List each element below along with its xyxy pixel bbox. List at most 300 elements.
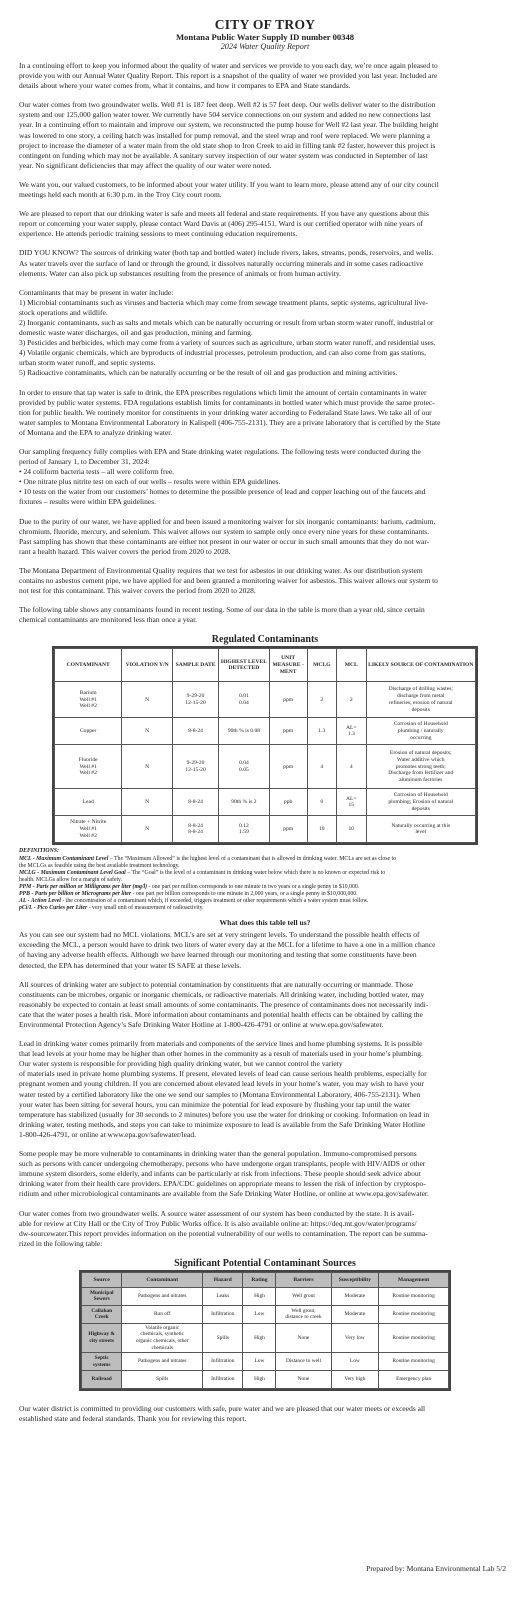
- text-line: The following table shows any contaminants found in recent testing. Some of our data in the table is more than a year old, since certain: [19, 605, 425, 615]
- hazard-cell: Leaks: [203, 1287, 243, 1305]
- unit-cell: ppm: [269, 745, 307, 789]
- text-line: fixtures – results were within EPA guidelines.: [19, 497, 156, 507]
- text-line: urban storm water runoff, and septic systems.: [19, 358, 156, 368]
- text-line: tion for public health. We routinely monitor for constituents in your drinking water according to Federaland State laws. We take all of our: [19, 407, 432, 417]
- text-line: drinking water from their health care providers. EPA/CDC guidelines on appropriate means to lessen the risk of infection by cryptospo-: [19, 1179, 426, 1189]
- mcl-cell-line: AL=: [345, 795, 357, 802]
- definition-term: MCLG - Maximum Contaminant Level Goal: [19, 869, 126, 876]
- sample-date-cell: [172, 682, 218, 718]
- text-line: • 24 coliform bacteria tests – all were coliform free.: [19, 467, 175, 477]
- definition-item: [19, 856, 511, 870]
- regulated-column-header: LIKELY SOURCE OF CONTAMINATION: [366, 649, 476, 682]
- level-cell-line: 0.05: [239, 766, 249, 773]
- text-line: reasonably be expected to contain at least small amounts of some contaminants. The presence of contaminants does not necessarily indi-: [19, 999, 429, 1009]
- rating-cell: High: [243, 1371, 276, 1389]
- source-cell-line: systems: [92, 1361, 111, 1368]
- barriers-cell: [276, 1353, 331, 1371]
- definition-term: PPM - Parts per million or Milligrams per liter (mg/l): [19, 883, 148, 890]
- contaminant-cell-line: Well #1: [79, 696, 97, 703]
- text-line: project to increase the diameter of a water main from the old state shop to Iron Creek to aid in filling tank #2 faster, however this project is: [19, 140, 436, 150]
- text-line: Past sampling has shown that these contaminants are either not present in our water or occur in such small amounts that they do not war-: [19, 536, 430, 546]
- sample-date-cell-line: 8-8-24: [188, 829, 203, 836]
- text-line: 2) Inorganic contaminants, such as salts and metals which can be naturally occurring or result from urban storm water runoff, industrial or: [19, 317, 434, 327]
- rating-cell: Low: [243, 1353, 276, 1371]
- management-cell: Routine monitoring: [379, 1287, 449, 1305]
- mcl-cell: [337, 745, 366, 789]
- text-line: dw-sourcewater.This report provides information on the potential vulnerability of our wells to contamination. The report can be summa-: [19, 1228, 428, 1238]
- management-cell: Emergency plan: [379, 1371, 449, 1389]
- text-line: chromium, fluoride, mercury, and selenium. This waiver allows our system to sample only once every nine years for these contaminants.: [19, 526, 430, 536]
- mclg-cell: 2: [307, 682, 336, 718]
- definition-text: - one part per million corresponds to one minute in two years or a single penny in $10,000.: [147, 883, 360, 890]
- text-line: Due to the purity of our water, we have applied for and been issued a monitoring waiver for six inorganic contaminants: barium, cadmium,: [19, 516, 436, 526]
- source-cell: [366, 682, 476, 718]
- mclg-cell: 4: [307, 745, 336, 789]
- mcl-cell-line: 4: [349, 763, 353, 770]
- contaminant-cell-line: Pathogens and nitrates: [137, 1358, 187, 1365]
- text-line: Our water comes from two groundwater wells. A source water assessment of our system has been conducted by the state. It is avail-: [19, 1208, 415, 1218]
- significant-table-title: Significant Potential Contaminant Sources: [174, 1257, 356, 1269]
- regulated-column-header: MCL: [337, 649, 366, 682]
- contaminant-cell-line: Volatile organic: [145, 1324, 180, 1331]
- source-cell: [366, 745, 476, 789]
- barriers-cell-line: distance to creek: [285, 1314, 322, 1321]
- paragraph: [19, 1149, 511, 1199]
- source-cell: [366, 789, 476, 816]
- significant-header-row: [82, 1272, 449, 1287]
- text-line: Some people may be more vulnerable to contaminants in drinking water than the general population. Immuno-compromised persons: [19, 1149, 417, 1159]
- paragraph: [19, 209, 511, 239]
- source-cell-line: Naturally occurring at this: [391, 822, 451, 829]
- definition-text: health. MCLGs allow for a margin of safety.: [19, 876, 123, 883]
- closing-paragraph: [19, 1404, 511, 1424]
- management-cell: Routine monitoring: [379, 1323, 449, 1352]
- report-year: 2024 Water Quality Report: [220, 42, 310, 51]
- barriers-cell-line: Well grout: [292, 1293, 315, 1300]
- paragraph: [19, 447, 511, 508]
- source-cell-line: aluminum factories: [399, 777, 443, 784]
- significant-column-header: Management: [379, 1272, 449, 1287]
- table-row: [82, 1353, 449, 1371]
- sample-date-cell: [172, 745, 218, 789]
- level-cell-line: 90th % is 2: [231, 799, 257, 805]
- text-line: system and our 125,000 gallon water tower. We currently have 504 service connections on our system and added no new connections last: [19, 110, 431, 120]
- contaminant-cell-line: Barium: [79, 689, 97, 696]
- hazard-cell: Infiltration: [203, 1353, 243, 1371]
- source-cell-line: deposits: [411, 805, 430, 812]
- text-line: In order to ensure that tap water is safe to drink, the EPA prescribes regulations which limit the amount of certain contaminants in water: [19, 387, 427, 397]
- text-line: • One nitrate plus nitrite test on each of our wells – results were within EPA guidelines.: [19, 477, 281, 487]
- level-cell-line: 90th % is 0.08: [227, 728, 261, 734]
- rating-cell: High: [243, 1287, 276, 1305]
- definition-item: [19, 884, 511, 891]
- source-cell: [366, 816, 476, 843]
- susceptibility-cell: Very low: [331, 1323, 379, 1352]
- regulated-column-header: SAMPLE DATE: [172, 649, 218, 682]
- text-line: experience. He attends periodic training sessions to meet continuing education requirements.: [19, 229, 298, 239]
- text-line: contingent on funding which may not be available. A sanitary survey inspection of our water system was conducted in September of last: [19, 150, 428, 160]
- mclg-cell: 1.3: [307, 718, 336, 745]
- text-line: drinking water, testing methods, and steps you can take to minimize exposure to lead is available from the Safe Drinking Water Hotline: [19, 1119, 426, 1129]
- barriers-cell: [276, 1323, 331, 1352]
- contaminant-cell: [55, 718, 122, 745]
- city-title: CITY OF TROY: [214, 17, 316, 32]
- definition-term: PPB - Parts per billion or Micrograms per liter: [19, 890, 132, 897]
- source-cell-line: promotes strong teeth;: [395, 763, 446, 770]
- contaminant-cell-line: Run off: [153, 1311, 171, 1318]
- text-line: We want you, our valued customers, to be informed about your water utility. If you want to learn more, please attend any of our city council: [19, 179, 439, 189]
- unit-cell: ppm: [269, 718, 307, 745]
- text-line: was lowered to one story, a ceiling hatch was installed for pump removal, and the steel wrap and roof were replaced. We were planning a: [19, 130, 430, 140]
- text-line: of materials used in private home plumbing systems. If present, elevated levels of lead can cause serious health problems, especially for: [19, 1069, 427, 1079]
- definition-term: pCi/L - Pico Curies per Liter: [19, 905, 88, 912]
- definition-item: [19, 891, 511, 898]
- regulated-column-header: MCLG: [307, 649, 336, 682]
- paragraph: [19, 388, 511, 438]
- significant-column-header: Source: [82, 1272, 122, 1287]
- contaminant-cell-line: Well #2: [79, 832, 97, 839]
- mcl-cell-line: AL=: [345, 724, 357, 731]
- text-line: 3) Pesticides and herbicides, which may come from a variety of sources such as agriculture, urban storm water runoff, and residential uses.: [19, 338, 436, 348]
- table-row: [55, 816, 476, 843]
- sample-date-cell: [172, 816, 218, 843]
- contaminant-cell-line: Copper: [79, 728, 97, 734]
- text-line: As you can see our system had no MCL violations. MCL’s are set at very stringent levels. To understand the possible health effects of: [19, 930, 420, 940]
- body-paragraphs: [19, 930, 511, 1249]
- prepared-by: Prepared by: Montana Environmental Lab 5/2: [366, 1564, 506, 1573]
- contaminant-cell: [122, 1323, 203, 1352]
- mcl-cell-line: 2: [349, 696, 353, 703]
- contaminant-cell-line: Lead: [82, 799, 94, 805]
- significant-column-header: Susceptibility: [331, 1272, 379, 1287]
- text-line: Our water system is responsible for providing high quality drinking water, but we cannot control the variety: [19, 1059, 343, 1069]
- level-cell-line: 1.59: [239, 829, 249, 836]
- text-line: report or concerning your water supply, please contact Ward Davis at (406) 295-4151. Ward is our certified operator with nine years of: [19, 219, 423, 229]
- table-row: [82, 1305, 449, 1323]
- contaminant-cell-line: Well #1: [79, 826, 97, 832]
- mcl-cell-line: 15: [348, 802, 355, 809]
- table-row: [55, 789, 476, 816]
- violation-cell: N: [122, 745, 173, 789]
- text-line: provided by public water systems. FDA regulations establish limits for contaminants in bottled water which must provide the same protec-: [19, 397, 435, 407]
- hazard-cell: Spills: [203, 1323, 243, 1352]
- paragraph: [19, 517, 511, 557]
- level-cell: [219, 789, 270, 816]
- contaminant-cell-line: Pathogens and nitrates: [137, 1293, 187, 1300]
- source-cell-line: Creek: [94, 1314, 109, 1321]
- barriers-cell: [276, 1371, 331, 1389]
- sample-date-cell-line: 12-15-20: [185, 699, 206, 706]
- text-line: • 10 tests on the water from our customers’ homes to determine the possible presence of lead and copper leaching out of the faucets and: [19, 487, 426, 497]
- management-cell: Routine monitoring: [379, 1305, 449, 1323]
- paragraph: [19, 930, 511, 970]
- text-line: domestic waste water discharges, oil and gas production, mining and farming.: [19, 328, 253, 338]
- source-cell-line: occurring: [410, 734, 432, 741]
- hazard-cell: Infiltration: [203, 1371, 243, 1389]
- text-line: stock operations and wildlife.: [19, 307, 108, 317]
- text-line: of Montana and the EPA to analyze drinking water.: [19, 427, 173, 437]
- contaminant-cell: [122, 1305, 203, 1323]
- level-cell: [219, 718, 270, 745]
- definition-text: - the concentration of a contaminant which, if exceeded, triggers treatment or other requirements which a water system must follow.: [60, 898, 369, 905]
- unit-cell: ppm: [269, 682, 307, 718]
- sample-date-cell-line: 12-15-20: [185, 766, 206, 773]
- paragraph: [19, 248, 511, 278]
- source-cell-line: Discharge of drilling wastes;: [388, 686, 453, 693]
- text-line: such as persons with cancer undergoing chemotherapy, persons who have undergone organ transplants, people with HIV/AIDS or other: [19, 1159, 426, 1169]
- text-line: meetings held each month at 6:30 p.m. in the Troy City court room.: [19, 190, 222, 200]
- definition-text: – The “Goal” is the level of a contaminant in drinking water below which there is no known or expected risk to: [125, 869, 386, 876]
- mcl-cell-line: 10: [348, 826, 355, 832]
- regulated-contaminants-table: [52, 646, 478, 845]
- source-cell-line: plumbing; Erosion of natural: [388, 799, 454, 805]
- source-cell: [82, 1371, 122, 1389]
- text-line: DID YOU KNOW? The sources of drinking water (both tap and bottled water) include rivers, lakes, streams, ponds, reservoirs, and wells.: [19, 248, 434, 258]
- sample-date-cell-line: 8-8-24: [188, 822, 203, 829]
- text-line: 1-800-426-4791, or online at www.epa.gov/safewater/lead.: [19, 1129, 196, 1139]
- contaminant-cell-line: Well #2: [79, 770, 97, 777]
- definition-text: – The “Maximum Allowed” is the highest level of a contaminant that is allowed in drinking water. MCLs are set as close to: [108, 855, 397, 862]
- text-line: In a continuing effort to keep you informed about the quality of water and services we provide to you each day, we’re once again pleased to: [19, 61, 438, 70]
- contaminant-cell: [122, 1353, 203, 1371]
- significant-column-header: Barriers: [276, 1272, 331, 1287]
- contaminant-cell: [55, 816, 122, 843]
- mcl-cell: [337, 718, 366, 745]
- intro-paragraphs: [19, 61, 511, 625]
- text-line: We are pleased to report that our drinking water is safe and meets all federal and state requirements. If you have any questions about this: [19, 209, 429, 219]
- table-row: [55, 745, 476, 789]
- text-line: contains no asbestos cement pipe, we have applied for and been granted a monitoring waiver for asbestos. This waiver allows our system to: [19, 576, 438, 586]
- significant-column-header: Contaminant: [122, 1272, 203, 1287]
- text-line: Contaminants that may be present in water include:: [19, 287, 174, 297]
- source-cell-line: Callahan: [91, 1307, 113, 1314]
- contaminant-cell-line: Spills: [156, 1376, 169, 1383]
- table-row: [82, 1371, 449, 1389]
- mcl-cell: [337, 789, 366, 816]
- paragraph: [19, 1039, 511, 1140]
- source-cell: [82, 1353, 122, 1371]
- definition-item: [19, 870, 511, 884]
- text-line: exceeding the MCL, a person would have to drink two liters of water every day at the MCL for a lifetime to have a one in a million chance: [19, 940, 436, 950]
- text-line: ridium and other microbiological contaminants are available from the Safe Drinking Water Hotline, or online at www.epa.gov/safewater.: [19, 1189, 429, 1199]
- sample-date-cell-line: 8-8-24: [188, 799, 203, 805]
- management-cell: Routine monitoring: [379, 1353, 449, 1371]
- source-cell-line: Municipal: [89, 1289, 114, 1296]
- definitions-heading: DEFINITIONS:: [19, 848, 59, 855]
- significant-sources-table: [79, 1270, 451, 1391]
- source-cell-line: Erosion of natural deposits;: [389, 749, 452, 756]
- definition-term: AL - Action Level: [19, 898, 61, 905]
- text-line: able for review at City Hall or the City of Troy Public Works office. It is also available online at: https://deq.mt.gov/water/programs/: [19, 1218, 417, 1228]
- mclg-cell: 0: [307, 789, 336, 816]
- text-line: rized in the following table:: [19, 1238, 103, 1248]
- unit-cell: ppb: [269, 789, 307, 816]
- text-line: immune system disorders, some elderly, and infants can be particularly at risk from infections. These people should seek advice about: [19, 1169, 421, 1179]
- paragraph: [19, 100, 511, 171]
- mcl-cell-line: 1.3: [347, 731, 355, 738]
- sample-date-cell: [172, 789, 218, 816]
- source-cell-line: Septic: [94, 1355, 109, 1362]
- table-row: [55, 682, 476, 718]
- paragraph: [19, 288, 511, 379]
- contaminant-cell-line: chemicals: [151, 1344, 173, 1351]
- text-line: Our water comes from two groundwater wells. Well #1 is 187 feet deep. Well #2 is 57 feet deep. Our wells deliver water to the distribution: [19, 100, 436, 110]
- text-line: Our sampling frequency fully complies with EPA and State drinking water regulations. The following tests were conducted during the: [19, 447, 421, 456]
- contaminant-cell-line: chemicals, synthetic: [140, 1331, 185, 1338]
- barriers-cell-line: Distance to well: [285, 1358, 321, 1365]
- source-cell-line: Corrosion of Household: [393, 792, 448, 799]
- barriers-cell-line: None: [297, 1376, 310, 1383]
- contaminant-cell: [122, 1287, 203, 1305]
- text-line: cate that the water poses a health risk. More information about contaminants and potential health effects can be obtained by calling the: [19, 1009, 423, 1019]
- level-cell-line: 0.12: [239, 822, 249, 829]
- table-explanation-heading: What does this table tell us?: [219, 918, 311, 928]
- significant-column-header: Hazard: [203, 1272, 243, 1287]
- rating-cell: High: [243, 1323, 276, 1352]
- text-line: period of January 1, to December 31, 2024:: [19, 457, 150, 467]
- mcl-cell: [337, 682, 366, 718]
- barriers-cell: [276, 1287, 331, 1305]
- level-cell: [219, 745, 270, 789]
- regulated-table-title: Regulated Contaminants: [211, 634, 319, 646]
- sample-date-cell-line: 9-29-20: [186, 760, 205, 767]
- unit-cell: ppm: [269, 816, 307, 843]
- table-row: [55, 718, 476, 745]
- contaminant-cell-line: Nitrate + Nitrite: [70, 819, 107, 826]
- sample-date-cell-line: 9-29-20: [186, 693, 205, 700]
- contaminant-cell-line: Well #2: [79, 703, 97, 710]
- violation-cell: N: [122, 789, 173, 816]
- barriers-cell: [276, 1305, 331, 1323]
- regulated-column-header: VIOLATION Y/N: [122, 649, 173, 682]
- text-line: 4) Volatile organic chemicals, which are byproducts of industrial processes, petroleum production, and can also come from gas stations,: [19, 348, 426, 358]
- paragraph: [19, 1209, 511, 1249]
- definition-text: - one part per billion corresponds to one minute in 2,000 years, or a single penny in $10,000,000.: [131, 890, 358, 897]
- text-line: rant a health hazard. This waiver covers the period from 2020 to 2028.: [19, 546, 231, 556]
- paragraph: [19, 980, 511, 1030]
- barriers-cell-line: None: [297, 1334, 310, 1341]
- paragraph: [19, 61, 511, 91]
- level-cell-line: 0.01: [239, 693, 249, 700]
- level-cell: [219, 682, 270, 718]
- susceptibility-cell: Moderate: [331, 1305, 379, 1323]
- paragraph: [19, 180, 511, 200]
- regulated-column-header: CONTAMINANT: [55, 649, 122, 682]
- sample-date-cell: [172, 718, 218, 745]
- contaminant-cell-line: Well #1: [79, 763, 97, 770]
- text-line: not test for this contaminant. This waiver covers the period from 2020 to 2028.: [19, 586, 256, 596]
- text-line: year. No significant deficiencies that may affect the quality of our water were noted.: [19, 160, 272, 170]
- source-cell: [82, 1305, 122, 1323]
- paragraph: [19, 566, 511, 596]
- text-line: The Montana Department of Environmental Quality requires that we test for asbestos in our drinking water. As our distribution system: [19, 565, 423, 575]
- contaminant-cell: [55, 789, 122, 816]
- text-line: Our water district is committed to providing our customers with safe, pure water and we are pleased that our water meets or exceeds all: [19, 1404, 426, 1414]
- contaminant-cell: [55, 745, 122, 789]
- text-line: provide you with our Annual Water Quality Report. This report is a snapshot of the quality of water we provided you last year. Included are: [19, 71, 438, 81]
- source-cell-line: city streets: [89, 1338, 114, 1345]
- source-cell-line: Highway &: [88, 1331, 115, 1338]
- text-line: constituents can be microbes, organic or inorganic chemicals, or radioactive materials. All drinking water, including bottled water, may: [19, 989, 425, 999]
- text-line: elements. Water can also pick up substances resulting from the presence of animals or from human activity.: [19, 268, 342, 278]
- source-cell-line: Discharge from fertilizer and: [388, 770, 454, 777]
- table-row: [82, 1323, 449, 1352]
- contaminant-cell-line: organic chemicals, other: [135, 1338, 189, 1345]
- text-line: year. In a continuing effort to maintain and improve our system, we reconstructed the pump house for Well #2 last year. The building height: [19, 120, 439, 130]
- definition-text: - very small unit of measurement of radioactivity.: [87, 905, 204, 912]
- source-cell-line: Water additive which: [396, 756, 445, 763]
- source-cell-line: Sewers: [93, 1296, 110, 1303]
- source-cell-line: refineries; erosion of natural: [388, 699, 453, 706]
- text-line: 5) Radioactive contaminants, which can be naturally occurring or be the result of oil and gas production and mining activities.: [19, 368, 398, 378]
- regulated-column-header: UNIT MEASURE -MENT: [269, 649, 307, 682]
- violation-cell: N: [122, 682, 173, 718]
- significant-column-header: Rating: [243, 1272, 276, 1287]
- source-cell-line: Corrosion of Household: [393, 721, 448, 728]
- susceptibility-cell: Very high: [331, 1371, 379, 1389]
- text-line: 1) Microbial contaminants such as viruses and bacteria which may come from sewage treatment plants, septic systems, agricultural live-: [19, 297, 429, 307]
- sample-date-cell-line: 8-8-24: [188, 728, 203, 734]
- violation-cell: N: [122, 816, 173, 843]
- table-row: [82, 1287, 449, 1305]
- mclg-cell: 10: [307, 816, 336, 843]
- text-line: water samples to Montana Environmental Laboratory in Kalispell (406-755-2131). They are a private laboratory that is certified by the State: [19, 417, 441, 427]
- text-line: of having any adverse health effects. Although we have learned through our monitoring and testing that some constituents have been: [19, 950, 417, 960]
- level-cell: [219, 816, 270, 843]
- source-cell-line: Railroad: [91, 1376, 112, 1383]
- definitions: [19, 848, 511, 912]
- violation-cell: N: [122, 718, 173, 745]
- susceptibility-cell: Moderate: [331, 1287, 379, 1305]
- level-cell-line: 0.04: [239, 699, 249, 706]
- water-supply-id: Montana Public Water Supply ID number 00348: [175, 32, 355, 42]
- text-line: chemical contaminants are monitored less than once a year.: [19, 615, 198, 625]
- definition-text: the MCLGs as feasible using the best available treatment technology.: [19, 862, 180, 869]
- source-cell: [82, 1287, 122, 1305]
- regulated-header-row: [55, 649, 476, 682]
- text-line: temperature has stabilized (usually for 30 seconds to 2 minutes) before you use the water for drinking or cooking. Information on lead in: [19, 1109, 430, 1119]
- source-cell-line: plumbing / naturally: [397, 728, 444, 734]
- text-line: water tested by a certified laboratory like the one we send our samples to (Montana Environmental Laboratory, 406-755-2131). When: [19, 1089, 421, 1099]
- regulated-column-header: HIGHEST LEVEL DETECTED: [219, 649, 270, 682]
- text-line: your water has been sitting for several hours, you can minimize the potential for lead exposure by flushing your tap until the water: [19, 1099, 411, 1109]
- paragraph: [19, 605, 511, 625]
- text-line: that lead levels at your home may be higher than other homes in the community as a result of materials used in your home’s plumbing.: [19, 1049, 423, 1059]
- level-cell-line: 0.04: [239, 760, 249, 767]
- text-line: established state and federal standards. Thank you for reviewing this report.: [19, 1414, 247, 1424]
- source-cell: [366, 718, 476, 745]
- source-cell-line: level: [415, 829, 427, 836]
- barriers-cell-line: Well grout,: [291, 1307, 316, 1314]
- text-line: Environmental Protection Agency’s Safe Drinking Water Hotline at 1-800-426-4791 or online at www.epa.gov/safewater.: [19, 1020, 384, 1029]
- text-line: As water travels over the surface of land or through the ground, it dissolves naturally occurring minerals and in some cases radioactive: [19, 258, 424, 268]
- source-cell-line: deposits: [411, 706, 430, 713]
- text-line: details about where your water comes from, what it contains, and how it compares to EPA and State standards.: [19, 81, 351, 91]
- text-line: detected, the EPA has determined that your water IS SAFE at these levels.: [19, 960, 242, 970]
- text-line: pregnant women and young children. If you are concerned about elevated lead levels in your home’s water, you may wish to have your: [19, 1079, 424, 1089]
- source-cell: [82, 1323, 122, 1352]
- source-cell-line: discharge from metal: [397, 693, 445, 700]
- text-line: Lead in drinking water comes primarily from materials and components of the service lines and home plumbing systems. It is possible: [19, 1039, 423, 1049]
- definition-term: MCL - Maximum Contaminant Level: [19, 855, 109, 862]
- text-line: All sources of drinking water are subject to potential contamination by constituents that are naturally occurring or manmade. Those: [19, 979, 414, 989]
- rating-cell: Low: [243, 1305, 276, 1323]
- hazard-cell: Infiltration: [203, 1305, 243, 1323]
- contaminant-cell: [55, 682, 122, 718]
- susceptibility-cell: Low: [331, 1353, 379, 1371]
- contaminant-cell-line: Fluoride: [78, 756, 98, 763]
- contaminant-cell: [122, 1371, 203, 1389]
